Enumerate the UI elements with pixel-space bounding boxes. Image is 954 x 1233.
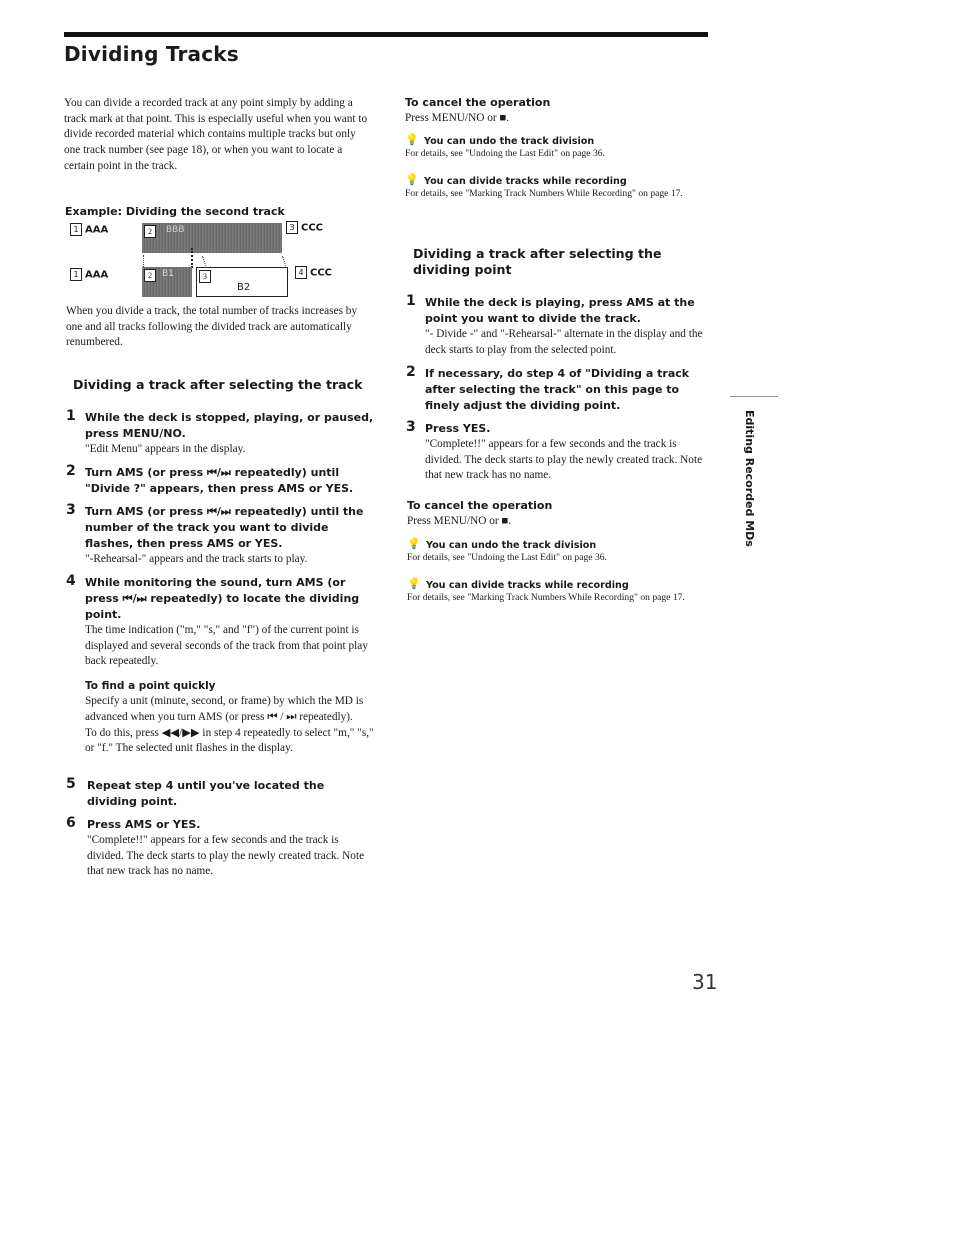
tip-undo-1: 💡 You can undo the track division For details, see "Undoing the Last Edit" on page 36. bbox=[405, 134, 605, 159]
track-2-segment: 2 BBB bbox=[142, 223, 282, 253]
track-4-label-after: 4 CCC bbox=[295, 266, 332, 279]
track-1-label: 1 AAA bbox=[70, 223, 108, 236]
title-rule bbox=[64, 32, 708, 37]
divide-point-marker bbox=[191, 248, 193, 268]
intro-paragraph: You can divide a recorded track at any point simply by adding a track mark at that point. This is especially useful when you want to divide recorded material which contains multiple tracks but only one track number (see page 18), or when you want to locate a certain point in the track. bbox=[64, 97, 368, 172]
lightbulb-icon: 💡 bbox=[407, 578, 421, 590]
track-diagram bbox=[64, 220, 394, 300]
section-title-select-track: Dividing a track after selecting the track bbox=[73, 377, 363, 392]
left-step-4: 4 While monitoring the sound, turn AMS (or press ⏮/⏭ repeatedly) to locate the dividing point. The time indication ("m," "s," and "f") of the current point is displayed and several seconds of the track from that point play back repeatedly. To find a point quickly Specify a unit (minute, second, or frame) by which the MD is advanced when you turn AMS (or press ⏮ / ⏭ repeatedly). To do this, press ◀◀/▶▶ in step 4 repeatedly to select "m," "s," or "f." The selected unit flashes in the display. bbox=[66, 575, 376, 757]
right-step-3: 3 Press YES. "Complete!!" appears for a few seconds and the track is divided. The deck starts to play the newly created track. Note that new track has no name. bbox=[406, 419, 703, 482]
left-step-6: 6 Press AMS or YES. "Complete!!" appears for a few seconds and the track is divided. The deck starts to play the newly created track. Note that new track has no name. bbox=[66, 815, 365, 878]
after-diagram-paragraph: When you divide a track, the total number of tracks increases by one and all tracks following the divided track are automatically renumbered. bbox=[66, 305, 358, 349]
left-step-3: 3 Turn AMS (or press ⏮/⏭ repeatedly) until the number of the track you want to divide flashes, then press AMS or YES. "-Rehearsal-" appears and the track starts to play. bbox=[66, 502, 364, 565]
track-1-label-after: 1 AAA bbox=[70, 268, 108, 281]
side-tab-label: Editing Recorded MDs bbox=[743, 410, 756, 547]
cancel-title-1: To cancel the operation bbox=[405, 96, 551, 109]
cancel-body-1: Press MENU/NO or ■. bbox=[405, 112, 510, 124]
lightbulb-icon: 💡 bbox=[405, 174, 419, 186]
find-point-body-2: To do this, press ◀◀/▶▶ in step 4 repeatedly to select "m," "s," or "f." The selected unit flashes in the display. bbox=[85, 726, 374, 755]
cancel-body-2: Press MENU/NO or ■. bbox=[407, 515, 512, 527]
tip-undo-2: 💡 You can undo the track division For details, see "Undoing the Last Edit" on page 36. bbox=[407, 538, 607, 563]
lightbulb-icon: 💡 bbox=[407, 538, 421, 550]
tip-record-2: 💡 You can divide tracks while recording For details, see "Marking Track Numbers While Recording" on page 17. bbox=[407, 578, 685, 603]
right-step-2: 2 If necessary, do step 4 of "Dividing a track after selecting the track" on this page to finely adjust the dividing point. bbox=[406, 364, 690, 412]
track-3-segment-after: 3 B2 bbox=[196, 267, 288, 297]
track-2-segment-after: 2 B1 bbox=[142, 267, 192, 297]
example-title: Example: Dividing the second track bbox=[65, 205, 285, 218]
left-step-1: 1 While the deck is stopped, playing, or paused, press MENU/NO. "Edit Menu" appears in the display. bbox=[66, 408, 374, 455]
page-title: Dividing Tracks bbox=[64, 42, 239, 66]
cancel-title-2: To cancel the operation bbox=[407, 499, 553, 512]
page-number: 31 bbox=[692, 970, 718, 994]
find-point-body-1: Specify a unit (minute, second, or frame) by which the MD is advanced when you turn AMS (or press ⏮ / ⏭ repeatedly). bbox=[85, 695, 364, 723]
track-3-label: 3 CCC bbox=[286, 221, 323, 234]
lightbulb-icon: 💡 bbox=[405, 134, 419, 146]
left-step-2: 2 Turn AMS (or press ⏮/⏭ repeatedly) until "Divide ?" appears, then press AMS or YES. bbox=[66, 463, 354, 495]
right-step-1: 1 While the deck is playing, press AMS at the point you want to divide the track. "- Divide -" and "-Rehearsal-" alternate in the display and the deck starts to play from the selected point. bbox=[406, 293, 703, 356]
find-point-title: To find a point quickly bbox=[85, 680, 216, 693]
tip-record-1: 💡 You can divide tracks while recording For details, see "Marking Track Numbers While Recording" on page 17. bbox=[405, 174, 683, 199]
left-step-5: 5 Repeat step 4 until you've located the dividing point. bbox=[66, 776, 325, 808]
side-tab-rule bbox=[730, 396, 778, 397]
guide-line bbox=[143, 255, 144, 267]
section-title-dividing-point: Dividing a track after selecting the dividing point bbox=[413, 246, 662, 277]
